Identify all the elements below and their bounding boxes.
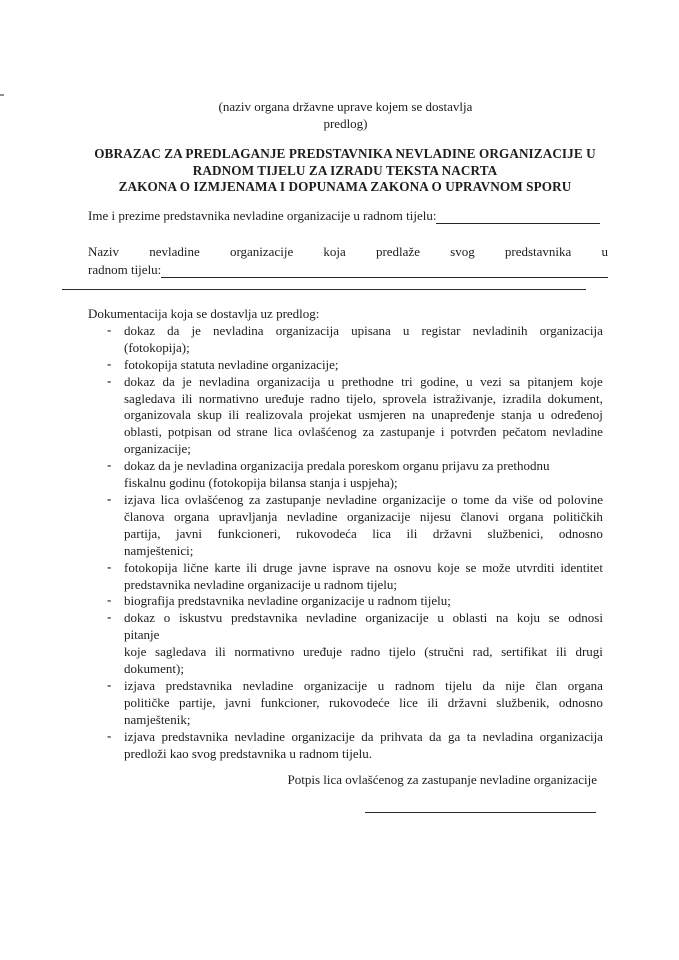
word: registar bbox=[421, 322, 461, 338]
word: radno bbox=[310, 390, 340, 406]
word: nevladine bbox=[234, 728, 286, 744]
word: ili bbox=[246, 559, 258, 575]
word: normativno bbox=[198, 390, 259, 406]
word: organa bbox=[567, 677, 603, 693]
word: od bbox=[538, 491, 552, 507]
list-item bbox=[88, 610, 603, 678]
list-item bbox=[88, 458, 603, 492]
list-item bbox=[88, 729, 603, 763]
word: od bbox=[217, 424, 231, 440]
word: službenik, bbox=[496, 694, 550, 710]
word: više bbox=[512, 491, 534, 507]
list-item bbox=[88, 678, 603, 729]
word: drugi bbox=[575, 644, 603, 660]
word: ili bbox=[181, 390, 193, 406]
word: projekat bbox=[309, 407, 352, 423]
word: odnosno bbox=[558, 525, 603, 541]
bullet-dash-icon: - bbox=[107, 592, 112, 608]
word: u bbox=[402, 322, 410, 338]
doc-item-line: (fotokopija); bbox=[124, 339, 190, 355]
word: organizovala bbox=[124, 407, 191, 423]
word: sagledava bbox=[124, 390, 176, 406]
scan-artifact-mark bbox=[0, 94, 4, 96]
word: nevladina bbox=[199, 373, 250, 389]
list-item bbox=[88, 593, 603, 610]
doc-item-line: predloži kao svog predstavnika u radnom tijelu. bbox=[124, 745, 373, 761]
word: organizacija bbox=[257, 373, 321, 389]
word: u bbox=[327, 373, 335, 389]
word: iskustvu bbox=[178, 610, 223, 626]
word: prihvata bbox=[380, 728, 423, 744]
recipient-authority-note-line2: predlog) bbox=[323, 116, 368, 131]
word: normativno bbox=[234, 644, 295, 660]
word: partija, bbox=[124, 525, 161, 541]
bullet-dash-icon: - bbox=[107, 321, 112, 337]
word: u bbox=[437, 610, 444, 626]
organization-name-label-line2: radnom tijelu: bbox=[88, 261, 162, 277]
word: nije bbox=[505, 677, 525, 693]
word: odnosi bbox=[568, 610, 603, 626]
word: organizacije bbox=[291, 728, 355, 744]
word: ili bbox=[228, 407, 240, 423]
word: lica bbox=[372, 525, 392, 541]
doc-item-line: biografija predstavnika nevladine organizacije u radnom tijelu; bbox=[124, 593, 451, 609]
word: političke bbox=[124, 694, 170, 710]
doc-item-line bbox=[124, 374, 603, 391]
doc-item-line bbox=[124, 560, 603, 577]
recipient-authority-note bbox=[88, 98, 603, 132]
doc-item-line bbox=[124, 644, 603, 661]
word: javne bbox=[298, 559, 327, 575]
word: strane bbox=[236, 424, 268, 440]
word: javni bbox=[175, 525, 202, 541]
form-title bbox=[30, 146, 660, 196]
doc-item-line: namještenici; bbox=[124, 542, 194, 558]
word: funkcioneri, bbox=[217, 525, 281, 541]
word: službenici, bbox=[487, 525, 544, 541]
word: u bbox=[537, 407, 545, 423]
word: organizacije bbox=[346, 508, 411, 524]
doc-item-line: predstavnika nevladine organizacije u radnom tijelu; bbox=[124, 576, 398, 592]
bullet-dash-icon: - bbox=[107, 490, 112, 506]
representative-name-field bbox=[88, 208, 600, 224]
word: rad, bbox=[472, 644, 493, 660]
word: u bbox=[466, 373, 473, 389]
word: je bbox=[191, 322, 201, 338]
word: tome bbox=[463, 491, 490, 507]
word: oblasti bbox=[452, 610, 488, 626]
doc-item-line: dokaz da je nevladina organizacija predala poreskom organu prijavu za prethodnu bbox=[124, 458, 550, 474]
word: sa bbox=[509, 373, 521, 389]
word: organizacije bbox=[365, 610, 429, 626]
word: dokaz bbox=[124, 322, 156, 338]
word: ga bbox=[447, 728, 461, 744]
doc-item-line bbox=[124, 678, 603, 695]
doc-item-line: fotokopija statuta nevladine organizacije; bbox=[124, 356, 339, 372]
word: izradila bbox=[502, 390, 542, 406]
word: se bbox=[548, 610, 560, 626]
word: (stručni bbox=[424, 644, 464, 660]
word: skup bbox=[197, 407, 222, 423]
word: javni bbox=[224, 694, 251, 710]
word: pitanjem bbox=[527, 373, 573, 389]
word: u bbox=[377, 677, 385, 693]
representative-name-label: Ime i prezime predstavnika nevladine organizacije u radnom tijelu: bbox=[88, 208, 437, 223]
word: radnom bbox=[394, 677, 435, 693]
documentation-heading: Dokumentacija koja se dostavlja uz predlog: bbox=[88, 306, 320, 321]
word: rukovodeće bbox=[329, 694, 390, 710]
doc-item-line: namještenik; bbox=[124, 711, 191, 727]
word: i bbox=[440, 424, 445, 440]
word: upravljanja bbox=[218, 508, 278, 524]
doc-item-line bbox=[124, 492, 603, 509]
word: članovi bbox=[460, 508, 499, 524]
word: organizacija bbox=[539, 728, 603, 744]
word: Naziv bbox=[88, 244, 120, 259]
word: o bbox=[451, 491, 458, 507]
word: za bbox=[362, 424, 375, 440]
word: može bbox=[482, 559, 511, 575]
word: na bbox=[412, 407, 425, 423]
word: organizacije bbox=[382, 491, 446, 507]
word: nevladina bbox=[482, 728, 534, 744]
word: nevladine bbox=[242, 677, 294, 693]
doc-item-line: dokument); bbox=[124, 661, 184, 677]
word: tijelo, bbox=[346, 390, 377, 406]
word: ili bbox=[214, 644, 226, 660]
word: lice bbox=[399, 694, 418, 710]
word: organizacija bbox=[539, 322, 603, 338]
word: uređuje bbox=[264, 390, 304, 406]
word: ili bbox=[555, 644, 567, 660]
word: vezi bbox=[480, 373, 502, 389]
word: predstavnika bbox=[165, 677, 233, 693]
documentation-section bbox=[88, 306, 603, 762]
word: zastupanje bbox=[380, 424, 435, 440]
word: organizacije bbox=[303, 677, 368, 693]
bullet-dash-icon: - bbox=[107, 457, 112, 473]
word: oblasti, bbox=[124, 424, 162, 440]
list-item bbox=[88, 560, 603, 594]
doc-item-line bbox=[124, 695, 603, 712]
word: sagledava bbox=[155, 644, 207, 660]
word: predstavnika bbox=[161, 728, 228, 744]
word: o bbox=[163, 610, 171, 626]
word: uređuje bbox=[303, 644, 342, 660]
bullet-dash-icon: - bbox=[107, 609, 112, 625]
word: lica bbox=[273, 424, 293, 440]
word: se bbox=[465, 559, 477, 575]
representative-name-input[interactable] bbox=[436, 209, 600, 224]
word: nijesu bbox=[419, 508, 451, 524]
word: izjava bbox=[124, 677, 156, 693]
word: lične bbox=[183, 559, 209, 575]
bullet-dash-icon: - bbox=[107, 558, 112, 574]
word: istraživanje, bbox=[432, 390, 497, 406]
word: zastupanje bbox=[265, 491, 321, 507]
doc-item-line: pitanje bbox=[124, 627, 160, 643]
word: nevladine bbox=[326, 491, 377, 507]
doc-item-line bbox=[124, 729, 603, 746]
signature-line[interactable] bbox=[365, 812, 596, 813]
list-item bbox=[88, 357, 603, 374]
word: polovine bbox=[557, 491, 603, 507]
word: druge bbox=[262, 559, 293, 575]
word: da bbox=[167, 322, 180, 338]
word: usmjeren bbox=[358, 407, 406, 423]
word: dokaz bbox=[124, 610, 156, 626]
word: lica bbox=[160, 491, 180, 507]
bullet-dash-icon: - bbox=[107, 727, 112, 743]
word: potvrđen bbox=[450, 424, 497, 440]
word: identitet bbox=[560, 559, 603, 575]
word: da bbox=[429, 728, 442, 744]
word: tijelo bbox=[388, 644, 416, 660]
bullet-dash-icon: - bbox=[107, 676, 112, 692]
word: upisana bbox=[351, 322, 391, 338]
word: državni bbox=[432, 525, 472, 541]
bullet-dash-icon: - bbox=[107, 372, 112, 388]
word: ovlašćenog bbox=[184, 491, 244, 507]
word: koju bbox=[516, 610, 541, 626]
list-item bbox=[88, 323, 603, 357]
word: godine, bbox=[420, 373, 459, 389]
documentation-list bbox=[88, 323, 603, 763]
word: nevladina bbox=[213, 322, 264, 338]
word: tri bbox=[401, 373, 413, 389]
word: za bbox=[248, 491, 261, 507]
word: je bbox=[182, 373, 192, 389]
word: stanja bbox=[501, 407, 532, 423]
word: određenoj bbox=[550, 407, 603, 423]
word: predstavnika bbox=[504, 244, 572, 259]
word: ovlašćenog bbox=[298, 424, 357, 440]
recipient-authority-note-line1: (naziv organa državne uprave kojem se dostavlja bbox=[218, 99, 473, 114]
word: sprovela bbox=[382, 390, 427, 406]
list-item bbox=[88, 374, 603, 459]
doc-item-line: fiskalnu godinu (fotokopija bilansa stanja i uspjeha); bbox=[124, 475, 398, 491]
word: da bbox=[494, 491, 507, 507]
word: sertifikat bbox=[501, 644, 548, 660]
word: predlaže bbox=[375, 244, 420, 259]
doc-item-line bbox=[124, 323, 603, 340]
bullet-dash-icon: - bbox=[107, 355, 112, 371]
word: da bbox=[361, 728, 374, 744]
word: nevladine bbox=[306, 610, 357, 626]
word: osnovu bbox=[393, 559, 432, 575]
word: ili bbox=[427, 694, 439, 710]
word: ta bbox=[466, 728, 477, 744]
word: izjava bbox=[124, 728, 156, 744]
doc-item-line bbox=[124, 407, 603, 424]
doc-item-line bbox=[124, 610, 603, 627]
organization-name-label-line1 bbox=[88, 243, 608, 261]
word: koje bbox=[580, 373, 603, 389]
word: organa bbox=[174, 508, 210, 524]
organization-name-field bbox=[88, 243, 608, 278]
word: član bbox=[535, 677, 558, 693]
word: koje bbox=[437, 559, 460, 575]
word: svog bbox=[450, 244, 475, 259]
word: izjava bbox=[124, 491, 156, 507]
word: dokument, bbox=[547, 390, 603, 406]
form-title-line1: OBRAZAC ZA PREDLAGANJE PREDSTAVNIKA NEVLADINE ORGANIZACIJE U bbox=[94, 146, 596, 161]
word: isprave bbox=[332, 559, 370, 575]
word: funkcioner, bbox=[260, 694, 320, 710]
word: partije, bbox=[179, 694, 216, 710]
word: rukovodeća bbox=[296, 525, 357, 541]
doc-item-line bbox=[124, 509, 603, 526]
word: članova bbox=[124, 508, 165, 524]
section-divider-line bbox=[62, 289, 586, 290]
word: pečatom bbox=[502, 424, 547, 440]
word: fotokopija bbox=[124, 559, 178, 575]
word: organizacije bbox=[229, 244, 294, 259]
word: unapređenje bbox=[431, 407, 495, 423]
word: državni bbox=[447, 694, 487, 710]
word: na bbox=[495, 610, 509, 626]
word: nevladine bbox=[149, 244, 200, 259]
word: nevladine bbox=[286, 508, 338, 524]
word: tijelu bbox=[445, 677, 472, 693]
form-title-line3: ZAKONA O IZMJENAMA I DOPUNAMA ZAKONA O UPRAVNOM SPORU bbox=[118, 179, 572, 194]
doc-item-line bbox=[124, 424, 603, 441]
word: da bbox=[162, 373, 175, 389]
list-item bbox=[88, 492, 603, 560]
word: radno bbox=[350, 644, 381, 660]
form-title-line2: RADNOM TIJELU ZA IZRADU TEKSTA NACRTA bbox=[192, 162, 498, 178]
word: nevladine bbox=[552, 424, 603, 440]
word: da bbox=[482, 677, 495, 693]
word: prethodne bbox=[341, 373, 394, 389]
word: koja bbox=[323, 244, 346, 259]
word: utvrditi bbox=[516, 559, 555, 575]
word: u bbox=[601, 244, 608, 259]
doc-item-line bbox=[124, 526, 603, 543]
word: nevladinih bbox=[472, 322, 528, 338]
organization-name-input[interactable] bbox=[161, 263, 608, 278]
word: političkih bbox=[553, 508, 603, 524]
word: dokaz bbox=[124, 373, 156, 389]
word: predstavnika bbox=[231, 610, 298, 626]
word: karte bbox=[214, 559, 241, 575]
doc-item-line: organizacije; bbox=[124, 441, 191, 457]
word: koje bbox=[124, 644, 147, 660]
word: ili bbox=[406, 525, 418, 541]
word: odnosno bbox=[558, 694, 603, 710]
word: organizacija bbox=[275, 322, 339, 338]
word: organa bbox=[508, 508, 544, 524]
signature-caption: Potpis lica ovlašćenog za zastupanje nevladine organizacije bbox=[287, 772, 597, 787]
doc-item-line bbox=[124, 391, 603, 408]
word: na bbox=[375, 559, 389, 575]
word: potpisan bbox=[167, 424, 212, 440]
word: realizovala bbox=[245, 407, 303, 423]
